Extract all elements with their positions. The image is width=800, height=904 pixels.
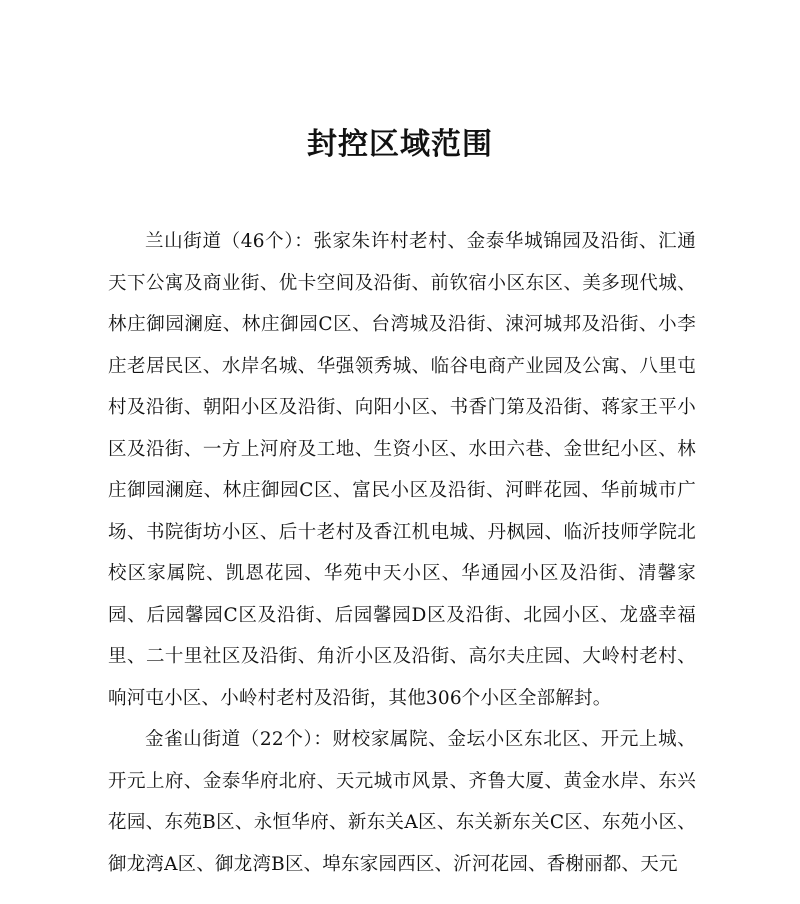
paragraph-jinqueshan-street: 金雀山街道（22个）：财校家属院、金坛小区东北区、开元上城、开元上府、金泰华府北府、天元城市风景、齐鲁大厦、黄金水岸、东兴花园、东苑B区、永恒华府、新东关A区、东关新东关C区、东苑小区、御龙湾A区、御龙湾B区、埠东家园西区、沂河花园、香榭丽都、天元: [108, 729, 696, 875]
document-title: 封控区域范围: [307, 127, 493, 162]
paragraph-lanshan-street: 兰山街道（46个）：张家朱许村老村、金泰华城锦园及沿街、汇通天下公寓及商业街、优卡空间及沿街、前钦宿小区东区、美多现代城、林庄御园澜庭、林庄御园C区、台湾城及沿街、涑河城邦及沿街、小李庄老居民区、水岸名城、华强领秀城、临谷电商产业园及公寓、八里屯村及沿街、朝阳小区及沿街、向阳小区、书香门第及沿街、蒋家王平小区及沿街、一方上河府及工地、生资小区、水田六巷、金世纪小区、林庄御园澜庭、林庄御园C区、富民小区及沿街、河畔花园、华前城市广场、书院街坊小区、后十老村及香江机电城、丹枫园、临沂技师学院北校区家属院、凯恩花园、华苑中天小区、华通园小区及沿街、清馨家园、后园馨园C区及沿街、后园馨园D区及沿街、北园小区、龙盛幸福里、二十里社区及沿街、角沂小区及沿街、高尔夫庄园、大岭村老村、响河屯小区、小岭村老村及沿街，其他306个小区全部解封。: [108, 231, 696, 709]
document-body: [108, 221, 696, 885]
